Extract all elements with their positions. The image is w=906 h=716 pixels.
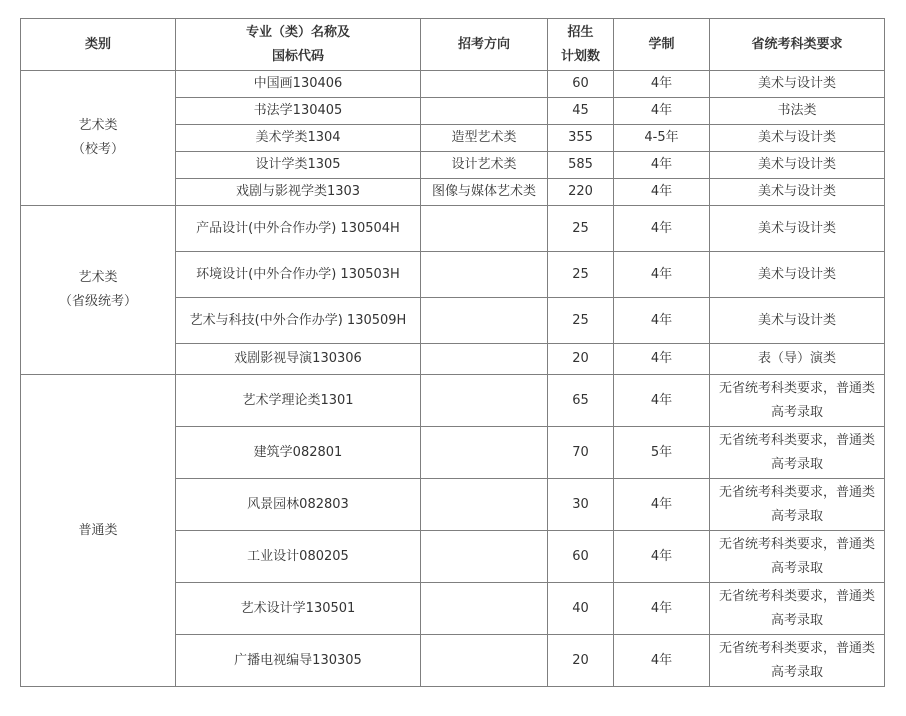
direction-cell: 造型艺术类 [421,125,548,152]
requirement-line2: 高考录取 [770,560,823,576]
duration-cell: 4年 [614,583,710,635]
requirement-cell [710,375,885,427]
major-cell: 风景园林082803 [176,479,421,531]
requirement-line1: 无省统考科类要求，普通类 [718,536,875,552]
direction-cell [421,344,548,375]
requirement-line2: 高考录取 [770,612,823,628]
requirement-cell [710,479,885,531]
duration-cell: 4年 [614,531,710,583]
major-cell: 美术学类1304 [176,125,421,152]
duration-cell: 4年 [614,98,710,125]
requirement-cell: 美术与设计类 [710,298,885,344]
requirement-cell [710,531,885,583]
duration-cell: 4年 [614,479,710,531]
direction-cell [421,298,548,344]
major-cell: 戏剧影视导演130306 [176,344,421,375]
table-row [21,71,885,98]
direction-cell [421,252,548,298]
requirement-line2: 高考录取 [770,664,823,680]
direction-cell [421,583,548,635]
plan-cell: 25 [548,298,614,344]
requirement-line1: 无省统考科类要求，普通类 [718,640,875,656]
direction-cell: 图像与媒体艺术类 [421,179,548,206]
direction-cell [421,375,548,427]
plan-cell: 20 [548,344,614,375]
duration-cell: 4年 [614,635,710,687]
duration-cell: 4年 [614,375,710,427]
requirement-cell: 美术与设计类 [710,206,885,252]
requirement-cell: 美术与设计类 [710,179,885,206]
duration-cell: 4年 [614,206,710,252]
table-row [21,206,885,252]
header-plan [548,19,614,71]
category-line2: （校考） [71,142,124,157]
duration-cell: 4年 [614,344,710,375]
header-category: 类别 [21,19,176,71]
major-cell: 环境设计(中外合作办学) 130503H [176,252,421,298]
duration-cell: 4年 [614,152,710,179]
major-cell: 艺术学理论类1301 [176,375,421,427]
duration-cell: 4年 [614,252,710,298]
requirement-line2: 高考录取 [770,508,823,524]
plan-cell: 65 [548,375,614,427]
requirement-cell: 书法类 [710,98,885,125]
admissions-table-wrapper [20,18,885,687]
direction-cell: 设计艺术类 [421,152,548,179]
major-cell: 艺术与科技(中外合作办学) 130509H [176,298,421,344]
requirement-line1: 无省统考科类要求，普通类 [718,380,875,396]
header-major-line1: 专业（类）名称及 [245,24,350,40]
direction-cell [421,71,548,98]
plan-cell: 355 [548,125,614,152]
major-cell: 戏剧与影视学类1303 [176,179,421,206]
major-cell: 建筑学082801 [176,427,421,479]
left-margin [0,18,20,690]
category-line2: （省级统考） [58,294,137,309]
major-cell: 产品设计(中外合作办学) 130504H [176,206,421,252]
direction-cell [421,206,548,252]
requirement-cell: 美术与设计类 [710,252,885,298]
direction-cell [421,98,548,125]
plan-cell: 45 [548,98,614,125]
header-requirement: 省统考科类要求 [710,19,885,71]
header-plan-line2: 计划数 [560,48,600,64]
plan-cell: 60 [548,71,614,98]
requirement-cell: 美术与设计类 [710,152,885,179]
plan-cell: 25 [548,252,614,298]
duration-cell: 4年 [614,298,710,344]
plan-cell: 70 [548,427,614,479]
direction-cell [421,635,548,687]
header-duration: 学制 [614,19,710,71]
duration-cell: 5年 [614,427,710,479]
header-major [176,19,421,71]
requirement-line2: 高考录取 [770,456,823,472]
major-cell: 广播电视编导130305 [176,635,421,687]
requirement-cell: 美术与设计类 [710,125,885,152]
requirement-line1: 无省统考科类要求，普通类 [718,588,875,604]
major-cell: 中国画130406 [176,71,421,98]
duration-cell: 4-5年 [614,125,710,152]
requirement-cell [710,583,885,635]
category-cell [21,375,176,687]
requirement-line1: 无省统考科类要求，普通类 [718,484,875,500]
category-cell [21,206,176,375]
header-row [21,19,885,71]
requirement-line1: 无省统考科类要求，普通类 [718,432,875,448]
header-plan-line1: 招生 [567,24,594,40]
requirement-cell: 美术与设计类 [710,71,885,98]
category-line1: 艺术类 [78,118,118,133]
requirement-cell [710,427,885,479]
plan-cell: 20 [548,635,614,687]
table-row [21,375,885,427]
major-cell: 艺术设计学130501 [176,583,421,635]
category-cell [21,71,176,206]
duration-cell: 4年 [614,179,710,206]
plan-cell: 25 [548,206,614,252]
duration-cell: 4年 [614,71,710,98]
category-line1: 普通类 [78,522,118,538]
admissions-table [20,18,885,687]
major-cell: 书法学130405 [176,98,421,125]
direction-cell [421,427,548,479]
plan-cell: 30 [548,479,614,531]
requirement-cell [710,635,885,687]
major-cell: 设计学类1305 [176,152,421,179]
plan-cell: 60 [548,531,614,583]
major-cell: 工业设计080205 [176,531,421,583]
plan-cell: 585 [548,152,614,179]
direction-cell [421,531,548,583]
requirement-cell: 表（导）演类 [710,344,885,375]
plan-cell: 220 [548,179,614,206]
header-direction: 招考方向 [421,19,548,71]
header-major-line2: 国标代码 [271,48,324,64]
direction-cell [421,479,548,531]
requirement-line2: 高考录取 [770,404,823,420]
plan-cell: 40 [548,583,614,635]
category-line1: 艺术类 [78,270,118,285]
